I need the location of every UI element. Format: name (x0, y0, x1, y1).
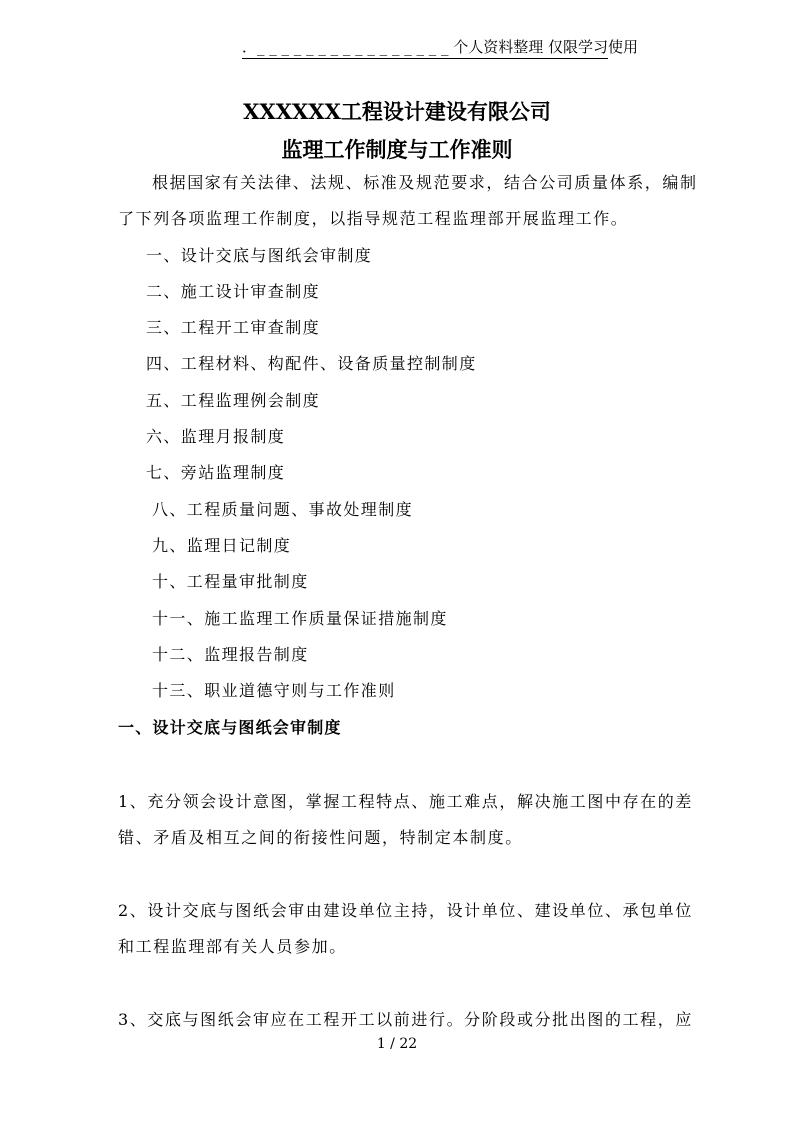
toc-item: 十一、施工监理工作质量保证措施制度 (152, 609, 448, 628)
toc-item: 三、工程开工审查制度 (146, 318, 321, 337)
toc-item: 十三、职业道德守则与工作准则 (152, 681, 396, 700)
intro-line-1: 根据国家有关法律、法规、标准及规范要求，结合公司质量体系，编制 (152, 173, 698, 192)
paragraph-2-line-2: 和工程监理部有关人员参加。 (118, 937, 347, 956)
page-number: 1 / 22 (376, 1036, 418, 1052)
company-title: XXXXXX工程设计建设有限公司 (243, 99, 551, 124)
toc-item: 八、工程质量问题、事故处理制度 (152, 500, 414, 519)
header-rule (242, 58, 608, 59)
paragraph-3-line-1: 3、交底与图纸会审应在工程开工以前进行。分阶段或分批出图的工程，应 (118, 1010, 693, 1029)
section-heading: 一、设计交底与图纸会审制度 (118, 718, 342, 737)
toc-item: 十、工程量审批制度 (152, 572, 309, 591)
paragraph-1-line-1: 1、充分领会设计意图，掌握工程特点、施工难点，解决施工图中存在的差 (118, 792, 693, 811)
toc-item: 一、设计交底与图纸会审制度 (146, 246, 373, 265)
toc-item: 五、工程监理例会制度 (146, 391, 321, 410)
toc-item: 七、旁站监理制度 (146, 463, 286, 482)
paragraph-1-line-2: 错、矛盾及相互之间的衔接性问题，特制定本制度。 (118, 828, 523, 847)
paragraph-2-line-1: 2、设计交底与图纸会审由建设单位主持，设计单位、建设单位、承包单位 (118, 901, 693, 920)
page-header: ．_ _ _ _ _ _ _ _ _ _ _ _ _ _ _ _ 个人资料整理 仅限学习使用 (242, 38, 639, 56)
toc-item: 六、监理月报制度 (146, 427, 286, 446)
toc-item: 四、工程材料、构配件、设备质量控制制度 (146, 354, 477, 373)
toc-item: 十二、监理报告制度 (152, 645, 309, 664)
intro-line-2: 了下列各项监理工作制度，以指导规范工程监理部开展监理工作。 (118, 209, 629, 228)
toc-item: 九、监理日记制度 (152, 536, 292, 555)
toc-item: 二、施工设计审查制度 (146, 282, 321, 301)
document-title: 监理工作制度与工作准则 (281, 137, 513, 162)
